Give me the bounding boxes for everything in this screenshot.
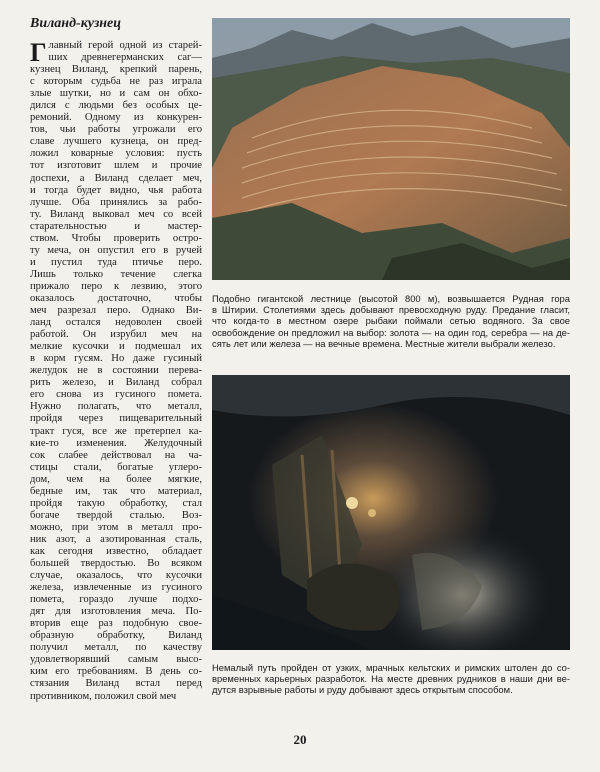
body-line: пройдя через пищеварительный xyxy=(30,413,202,425)
body-line: железа, извлеченные из гусиного xyxy=(30,582,202,594)
caption-line: освобождение он предложил на выбор: золота — на один год, серебра — на де- xyxy=(212,326,570,338)
photo-ore-mountain xyxy=(212,18,570,280)
body-line: и тогда будет видно, чья работа xyxy=(30,184,202,196)
body-line: ством. Чтобы проверить остро- xyxy=(30,232,202,244)
body-line: лавный герой одной из старей- xyxy=(48,40,202,51)
body-line: случае, оказалось, что кусочки xyxy=(30,570,202,582)
caption-line: сять лет или железа — на вечные времена. Местные жители выбрали железо. xyxy=(212,337,556,349)
body-line: тов, чьи работы угрожали его xyxy=(30,124,202,136)
body-line: большей твердостью. Во всяком xyxy=(30,558,202,570)
caption-line: в Штирии. Столетиями здесь добывают превосходную руду. Предание гласит, xyxy=(212,304,570,316)
dropcap-letter: Г xyxy=(30,38,47,67)
body-line: с которым судьба не раз играла xyxy=(30,76,202,88)
caption-mine-tunnel xyxy=(212,662,570,696)
body-line: кие-то изменения. Желудочный xyxy=(30,437,202,449)
body-line: меч разрезал перо. Однако Ви- xyxy=(30,305,202,317)
body-line: бедные им, так что материал, xyxy=(30,485,202,497)
body-line: ланд остался недоволен своей xyxy=(30,317,202,329)
body-line: его снова из гусиного помета. xyxy=(30,389,202,401)
body-line: помета, гораздо лучше подхо- xyxy=(30,594,202,606)
body-line: получил металл, по качеству xyxy=(30,642,202,654)
page-number: 20 xyxy=(293,732,307,747)
body-line: доспехи, а Виланд сделает меч, xyxy=(30,172,202,184)
body-line: как сегодня известно, обладает xyxy=(30,545,202,557)
body-line: тот изготовит шлем и прочие xyxy=(30,160,202,172)
body-line: Лишь только течение слегка xyxy=(30,268,202,280)
body-line: стязания Виланд встал перед xyxy=(30,678,202,690)
body-line: работой. Он изрубил меч на xyxy=(30,329,202,341)
ore-mountain-image xyxy=(212,18,570,280)
caption-ore-mountain xyxy=(212,293,570,349)
body-line: Нужно полагать, что металл, xyxy=(30,401,202,413)
caption-line: временных карьерных разработок. На месте древних рудников в наши дни ве- xyxy=(212,673,570,685)
body-line: противником, положил свой меч xyxy=(30,690,177,702)
body-line: стицы стали, богатые углеро- xyxy=(30,461,202,473)
body-line: дом, чем на более мягкие, xyxy=(30,473,202,485)
caption-line: что когда-то в местном озере рыбаки поймали сетью водяного. За свое xyxy=(212,315,570,327)
body-line: старательностью и мастер- xyxy=(30,220,202,232)
body-line: сок слабее действовал на ча- xyxy=(30,449,202,461)
body-line: дят для изготовления меча. По- xyxy=(30,606,202,618)
body-line: оказалось достаточно, чтобы xyxy=(30,292,202,304)
body-line: образную обработку, Виланд xyxy=(30,630,202,642)
caption-line: Подобно гигантской лестнице (высотой 800 м), возвышается Рудная гора xyxy=(212,293,570,304)
body-line: ших древнегерманских саг— xyxy=(48,52,202,64)
body-line: мелкие кусочки и подмешал их xyxy=(30,341,202,353)
photo-mine-tunnel xyxy=(212,375,570,650)
mine-tunnel-image xyxy=(212,375,570,650)
body-line: богаче твердой сталью. Воз- xyxy=(30,509,202,521)
body-line: ту меча, он опустил его в ручей xyxy=(30,244,202,256)
body-text xyxy=(30,40,202,703)
body-line: желудок не в состоянии перева- xyxy=(30,365,202,377)
body-line: славе лучшего кузнеца, он пред- xyxy=(30,136,202,148)
body-line: пройдя такую обработку, стал xyxy=(30,497,202,509)
caption-line: дутся взрывные работы и руду добывают здесь открытым способом. xyxy=(212,684,513,696)
body-line: кузнец Виланд, крепкий парень, xyxy=(30,64,202,76)
body-line: ложил коварные условия: пусть xyxy=(30,148,202,160)
body-line: лучше. Оба принялись за рабо- xyxy=(30,196,202,208)
body-line: ремоний. Одному из конкурен- xyxy=(30,112,202,124)
body-line: рить железо, и Виланд собрал xyxy=(30,377,202,389)
body-line: удовлетворявший самым высо- xyxy=(30,654,202,666)
caption-line: Немалый путь пройден от узких, мрачных кельтских и римских штолен до со- xyxy=(212,662,570,673)
body-line: и пустил туда птичье перо. xyxy=(30,256,202,268)
body-line: злые шутки, но и сам он обхо- xyxy=(30,88,202,100)
body-line: прижало перо к лезвию, этого xyxy=(30,280,202,292)
body-line: тракт гуся, все же претерпел ка- xyxy=(30,425,202,437)
body-line: ту. Виланд выковал меч со всей xyxy=(30,208,202,220)
body-line: вторив еще раз подобную свое- xyxy=(30,618,202,630)
section-heading: Виланд-кузнец xyxy=(30,16,122,31)
body-line: ник азот, а азотированная сталь, xyxy=(30,533,202,545)
body-line: ким его требованиям. В день со- xyxy=(30,666,202,678)
body-line: можно, при этом в металл про- xyxy=(30,521,202,533)
body-line: дился с людьми без особых це- xyxy=(30,100,202,112)
body-line: в корм гусям. Но даже гусиный xyxy=(30,353,202,365)
